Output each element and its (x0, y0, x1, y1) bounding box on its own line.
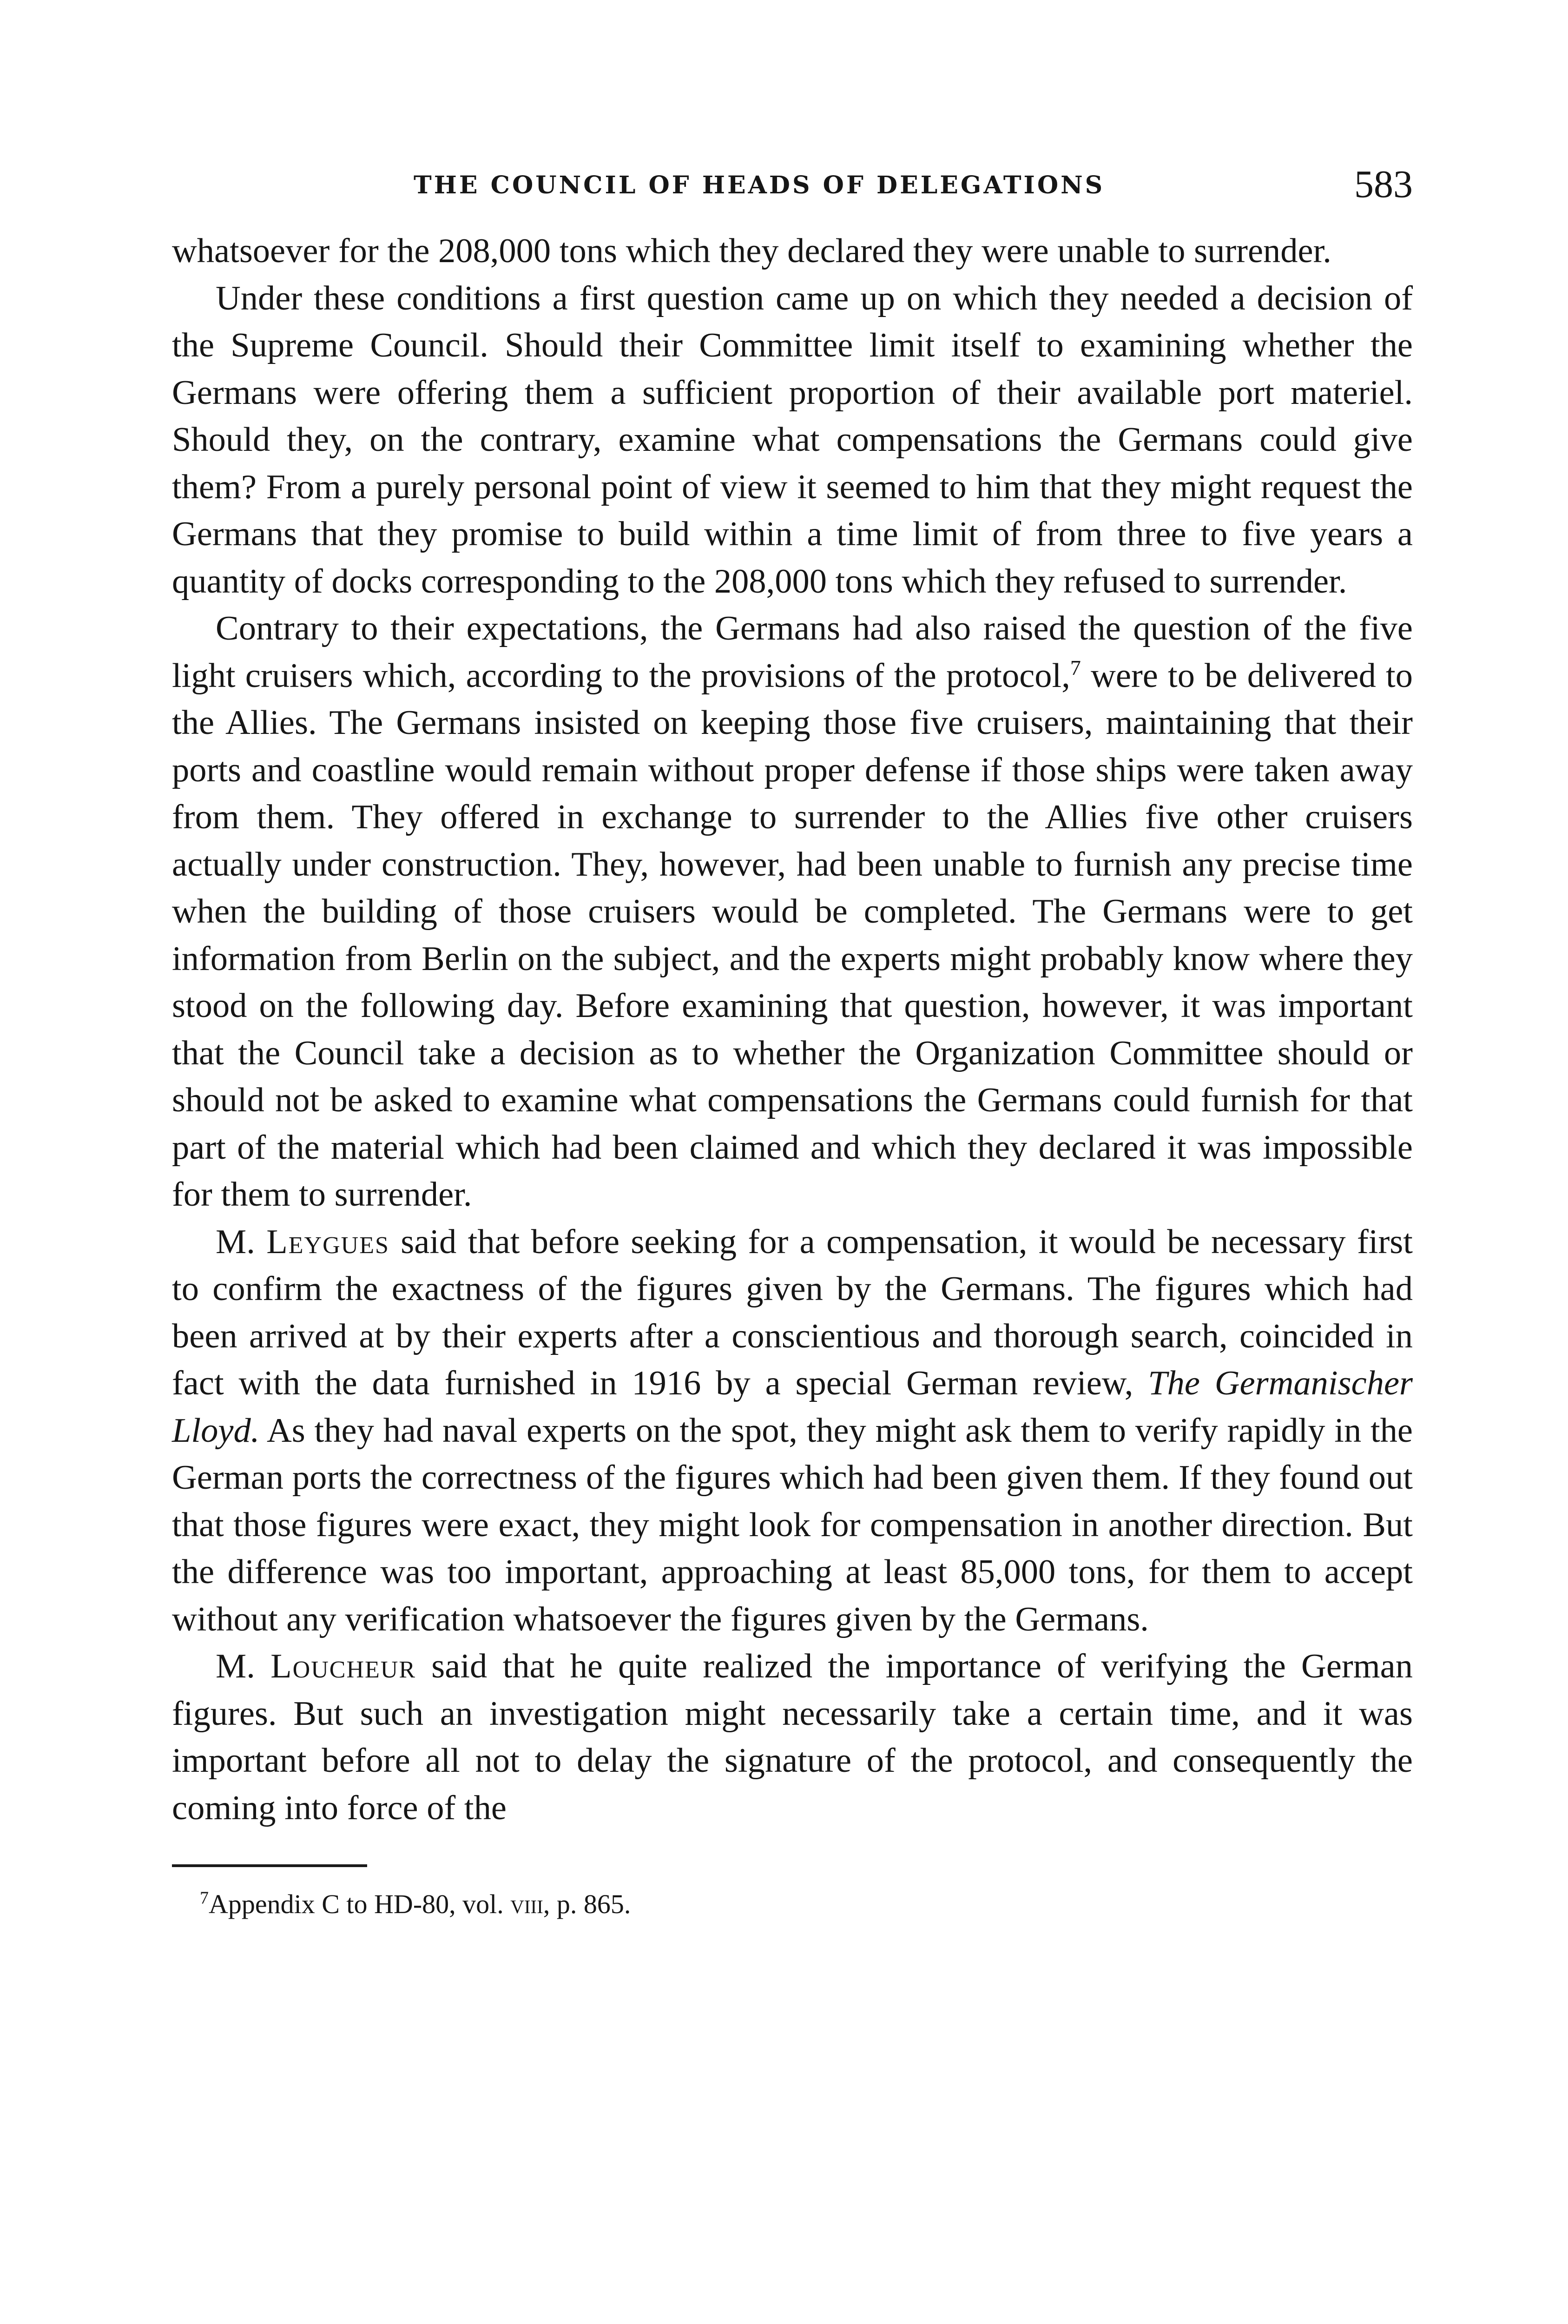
paragraph-3-text-b: were to be delivered to the Allies. The Germans insisted on keeping those five cruisers, maintaining that their ports and coastline would remain without proper defense if those ships were taken away from them. They offered in exchange to surrender to the Allies five other cruisers actually under construction. They, however, had been unable to furnish any precise time when the building of those cruisers would be completed. The Germans were to get information from Berlin on the subject, and the experts might probably know where they stood on the following day. Before examining that question, however, it was important that the Council take a decision as to whether the Organization Committee should or should not be asked to examine what compensations the Germans could furnish for that part of the material which had been claimed and which they declared it was impossible for them to surrender. (172, 656, 1413, 1214)
paragraph-5 (172, 1643, 1413, 1832)
footnote (172, 1886, 1413, 1923)
paragraph-5-prefix: M. (216, 1647, 271, 1685)
running-head (172, 158, 1413, 209)
footnote-divider (172, 1864, 367, 1867)
page (172, 158, 1413, 1923)
footnote-reference: 7 (1070, 655, 1081, 680)
footnote-text-b: , p. 865. (543, 1889, 631, 1919)
paragraph-4-prefix: M. (216, 1222, 267, 1261)
paragraph-4-text-a: said that before seeking for a compensation, it would be necessary first to confirm the exactness of the figures given by the Germans. The figures which had been arrived at by their experts after a conscientious and thorough search, coincided in fact with the data furnished in 1916 by a special German review, (172, 1222, 1413, 1402)
paragraph-1: whatsoever for the 208,000 tons which they declared they were unable to surrender. (172, 232, 1331, 270)
footnote-volume: viii (510, 1889, 543, 1919)
paragraph-5-text: said that he quite realized the importance of verifying the German figures. But such an investigation might necessarily take a certain time, and it was important before all not to delay the signature of the protocol, and consequently the coming into force of the (172, 1647, 1413, 1827)
running-title: THE COUNCIL OF HEADS OF DELEGATIONS (414, 171, 1105, 199)
speaker-loucheur: Loucheur (270, 1647, 416, 1685)
paragraph-4-text-b: As they had naval experts on the spot, they might ask them to verify rapidly in the German ports the correctness of the figures which had been given them. If they found out that those figures were exact, they might look for compensation in another direction. But the difference was too important, approaching at least 85,000 tons, for them to accept without any verification whatsoever the figures given by the Germans. (172, 1411, 1413, 1638)
paragraph-2: Under these conditions a first question came up on which they needed a decision of the Supreme Council. Should their Committee limit itself to examining whether the Germans were offering them a sufficient proportion of their available port materiel. Should they, on the contrary, examine what compensations the Germans could give them? From a purely personal point of view it seemed to him that they might request the Germans that they promise to build within a time limit of from three to five years a quantity of docks corresponding to the 208,000 tons which they refused to surrender. (172, 279, 1413, 601)
paragraph-4 (172, 1219, 1413, 1644)
paragraph-3-text-a: Contrary to their expectations, the Germans had also raised the question of the five light cruisers which, according to the provisions of the protocol, (172, 609, 1413, 695)
footnote-mark: 7 (200, 1888, 209, 1908)
paragraph-3 (172, 605, 1413, 1219)
page-number: 583 (1354, 163, 1413, 206)
review-title: The Germanischer Lloyd. (172, 1364, 1413, 1450)
footnote-text-a: Appendix C to HD-80, vol. (209, 1889, 511, 1919)
body-text (172, 228, 1413, 1832)
speaker-leygues: Leygues (266, 1222, 389, 1261)
